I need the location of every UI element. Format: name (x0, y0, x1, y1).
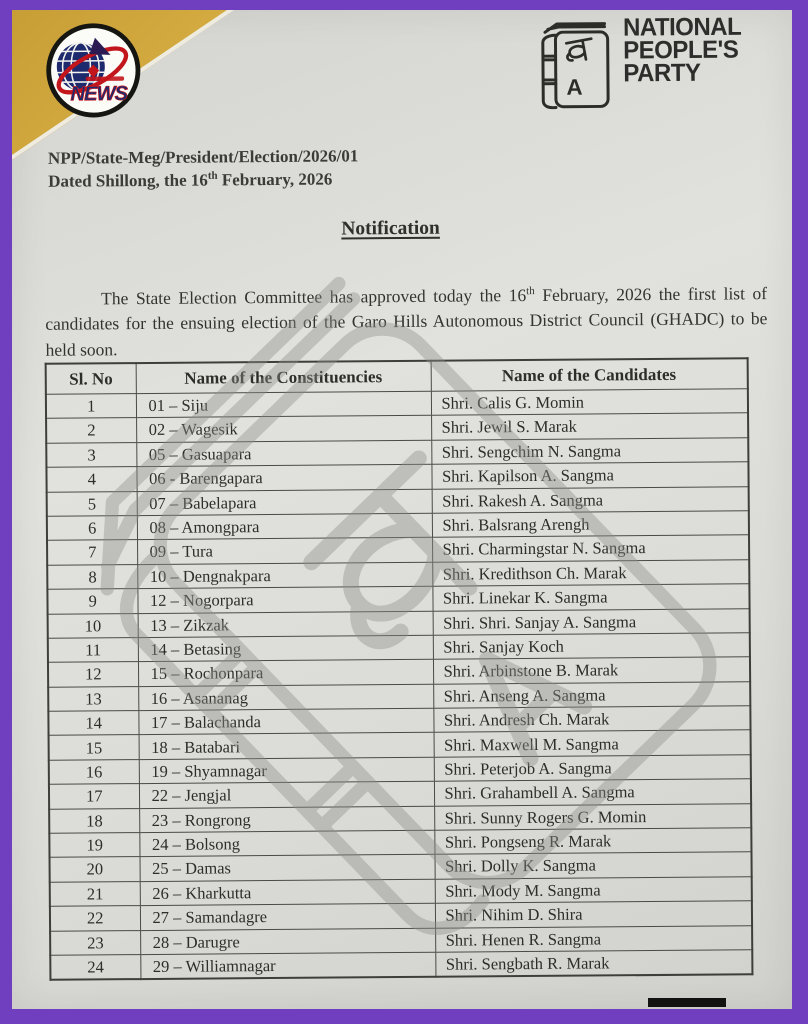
cell-sl-no: 11 (48, 637, 138, 662)
table-row (50, 950, 752, 980)
cell-constituency: 10 – Dengnakpara (137, 562, 432, 589)
cell-constituency: 05 – Gasuapara (136, 440, 431, 467)
cell-constituency: 28 – Darugre (140, 928, 435, 955)
cell-sl-no: 6 (47, 516, 137, 541)
cell-constituency: 29 – Williamnagar (140, 952, 435, 979)
header-candidates: Name of the Candidates (431, 358, 748, 391)
cell-constituency: 17 – Balachanda (138, 708, 433, 735)
cell-constituency: 19 – Shyamnagar (139, 757, 434, 784)
cell-candidate: Shri. Kapilson A. Sangma (431, 462, 748, 489)
cell-constituency: 13 – Zikzak (138, 611, 433, 638)
table-body (46, 389, 753, 980)
cell-sl-no: 2 (46, 418, 136, 443)
cell-sl-no: 7 (47, 540, 137, 565)
cell-candidate: Shri. Pongseng R. Marak (434, 828, 751, 855)
cell-sl-no: 22 (50, 906, 140, 931)
cell-constituency: 06 - Barengapara (136, 464, 431, 491)
news-logo-label: NEWS (70, 82, 128, 106)
cell-constituency: 25 – Damas (140, 855, 435, 882)
cell-sl-no: 12 (48, 662, 138, 687)
candidates-table (45, 357, 754, 981)
cell-candidate: Shri. Kredithson Ch. Marak (432, 560, 749, 587)
cell-candidate: Shri. Rakesh A. Sangma (432, 486, 749, 513)
cell-sl-no: 19 (49, 833, 139, 858)
cell-sl-no: 4 (46, 467, 136, 492)
letterhead-ref-block (48, 144, 359, 192)
document-content (12, 10, 792, 1009)
cell-constituency: 09 – Tura (137, 538, 432, 565)
cell-candidate: Shri. Shri. Sanjay A. Sangma (433, 608, 750, 635)
npp-party-name (622, 12, 792, 88)
cell-sl-no: 15 (49, 735, 139, 760)
cell-candidate: Shri. Calis G. Momin (431, 389, 748, 416)
cell-sl-no: 20 (50, 857, 140, 882)
cell-constituency: 23 – Rongrong (139, 806, 434, 833)
cell-candidate: Shri. Nihim D. Shira (435, 901, 752, 928)
cell-candidate: Shri. Balsrang Arengh (432, 511, 749, 538)
cell-candidate: Shri. Anseng A. Sangma (433, 681, 750, 708)
cell-sl-no: 3 (46, 442, 136, 467)
cell-candidate: Shri. Andresh Ch. Marak (433, 706, 750, 733)
scanned-document (12, 10, 792, 1009)
cell-candidate: Shri. Arbinstone B. Marak (433, 657, 750, 684)
cell-candidate: Shri. Sengchim N. Sangma (431, 438, 748, 465)
cell-candidate: Shri. Dolly K. Sangma (434, 852, 751, 879)
cell-sl-no: 1 (46, 394, 136, 419)
cell-constituency: 07 – Babelapara (137, 489, 432, 516)
header-sl-no: Sl. No (46, 363, 136, 394)
party-name-line2: PEOPLE'S (623, 35, 739, 65)
cell-candidate: Shri. Grahambell A. Sangma (434, 779, 751, 806)
cell-constituency: 27 – Samandagre (140, 903, 435, 930)
header-constituencies: Name of the Constituencies (136, 361, 431, 394)
cell-sl-no: 23 (50, 930, 140, 955)
party-name-line1: NATIONAL (622, 12, 742, 42)
cell-candidate: Shri. Mody M. Sangma (435, 877, 752, 904)
news-channel-logo (45, 22, 142, 119)
cell-sl-no: 5 (47, 491, 137, 516)
cell-candidate: Shri. Maxwell M. Sangma (434, 730, 751, 757)
cell-constituency: 16 – Asananag (138, 684, 433, 711)
notification-body: The State Election Committee has approved today the 16th February, 2026 the first list of candidates for the ensuing election of the Garo Hills Autonomous District Council (GHADC) to be held soon. (45, 282, 768, 360)
cell-sl-no: 24 (50, 955, 140, 981)
cell-constituency: 15 – Rochonpara (138, 660, 433, 687)
cell-candidate: Shri. Sunny Rogers G. Momin (434, 803, 751, 830)
cell-sl-no: 10 (48, 613, 138, 638)
cell-sl-no: 18 (49, 808, 139, 833)
notification-title: Notification (341, 217, 440, 240)
cell-sl-no: 13 (48, 686, 138, 711)
cell-candidate: Shri. Henen R. Sangma (435, 925, 752, 952)
cell-candidate: Shri. Peterjob A. Sangma (434, 755, 751, 782)
cell-candidate: Shri. Linekar K. Sangma (432, 584, 749, 611)
cell-candidate: Shri. Sanjay Koch (433, 633, 750, 660)
cell-constituency: 08 – Amongpara (137, 513, 432, 540)
cell-sl-no: 8 (47, 564, 137, 589)
cell-constituency: 26 – Kharkutta (140, 879, 435, 906)
date-line: Dated Shillong, the 16th February, 2026 (48, 169, 333, 191)
cell-constituency: 02 – Wagesik (136, 416, 431, 443)
cell-constituency: 01 – Siju (136, 391, 431, 418)
cell-candidate: Shri. Jewil S. Marak (431, 413, 748, 440)
cell-sl-no: 16 (49, 759, 139, 784)
cell-sl-no: 9 (47, 589, 137, 614)
book-letter-a: A (566, 74, 583, 100)
cell-constituency: 22 – Jengjal (139, 782, 434, 809)
party-name-line3: PARTY (623, 58, 701, 88)
cell-constituency: 14 – Betasing (138, 635, 433, 662)
reference-number: NPP/State-Meg/President/Election/2026/01 (47, 146, 359, 168)
cell-constituency: 24 – Bolsong (139, 830, 434, 857)
cell-constituency: 12 – Nogorpara (137, 586, 432, 613)
cell-constituency: 18 – Batabari (139, 733, 434, 760)
cell-candidate: Shri. Charmingstar N. Sangma (432, 535, 749, 562)
npp-book-logo (533, 14, 616, 117)
cell-sl-no: 17 (49, 784, 139, 809)
devanagari-ka-glyph (565, 39, 595, 63)
cell-sl-no: 21 (50, 881, 140, 906)
scan-artifact-bar (648, 998, 726, 1007)
cell-candidate: Shri. Sengbath R. Marak (435, 950, 752, 977)
cell-sl-no: 14 (48, 711, 138, 736)
logo-tagline-illegible (86, 76, 124, 81)
